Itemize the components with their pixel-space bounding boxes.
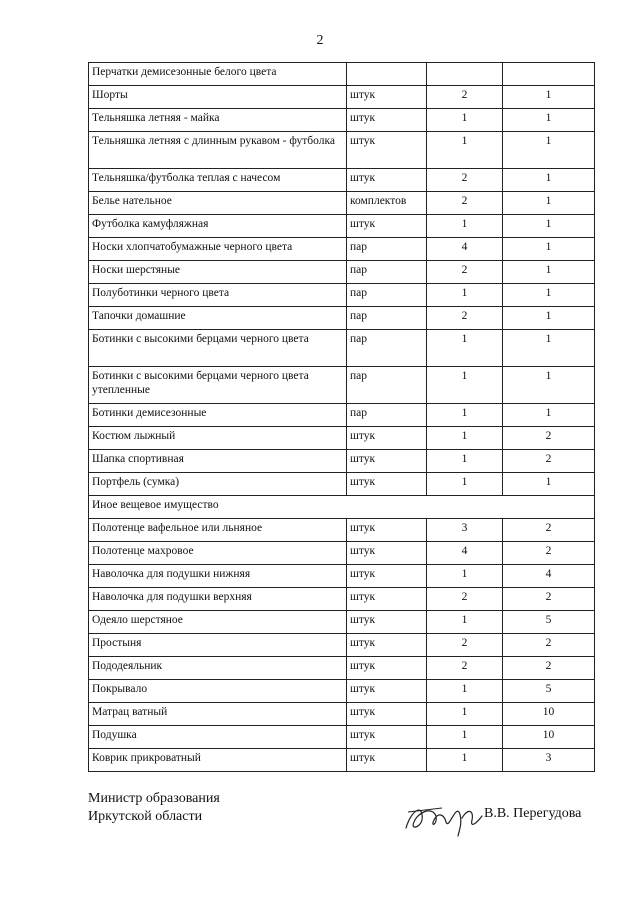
- item-unit: штук: [347, 519, 427, 542]
- item-unit: штук: [347, 109, 427, 132]
- item-unit: штук: [347, 86, 427, 109]
- item-name: Тельняшка летняя с длинным рукавом - футболка: [89, 132, 347, 169]
- item-qty-b: 1: [503, 192, 595, 215]
- item-name: Портфель (сумка): [89, 473, 347, 496]
- item-qty-a: [427, 63, 503, 86]
- item-unit: штук: [347, 749, 427, 772]
- signer-name: В.В. Перегудова: [484, 806, 582, 821]
- item-unit: штук: [347, 215, 427, 238]
- item-qty-a: 2: [427, 169, 503, 192]
- item-qty-a: 1: [427, 726, 503, 749]
- item-qty-a: 2: [427, 261, 503, 284]
- item-qty-b: 1: [503, 169, 595, 192]
- item-name: Пододеяльник: [89, 657, 347, 680]
- item-qty-b: 10: [503, 726, 595, 749]
- item-qty-a: 1: [427, 404, 503, 427]
- item-unit: штук: [347, 132, 427, 169]
- table-row: [89, 542, 595, 565]
- table-row: [89, 565, 595, 588]
- item-qty-b: 4: [503, 565, 595, 588]
- item-unit: пар: [347, 367, 427, 404]
- item-unit: штук: [347, 703, 427, 726]
- item-qty-a: 1: [427, 565, 503, 588]
- page-number: 2: [316, 33, 324, 48]
- section-title: Иное вещевое имущество: [89, 496, 595, 519]
- table-row: [89, 284, 595, 307]
- item-qty-a: 1: [427, 132, 503, 169]
- item-qty-a: 2: [427, 657, 503, 680]
- item-unit: штук: [347, 450, 427, 473]
- item-qty-a: 1: [427, 473, 503, 496]
- item-name: Ботинки демисезонные: [89, 404, 347, 427]
- item-name: Ботинки с высокими берцами черного цвета: [89, 330, 347, 367]
- signature-block: [88, 790, 220, 826]
- item-qty-a: 1: [427, 367, 503, 404]
- item-unit: штук: [347, 680, 427, 703]
- item-name: Носки шерстяные: [89, 261, 347, 284]
- item-qty-b: 2: [503, 542, 595, 565]
- item-name: Коврик прикроватный: [89, 749, 347, 772]
- table-row: [89, 634, 595, 657]
- section-row: [89, 496, 595, 519]
- item-qty-b: 1: [503, 86, 595, 109]
- table-row: [89, 680, 595, 703]
- item-qty-a: 1: [427, 330, 503, 367]
- item-qty-a: 2: [427, 634, 503, 657]
- item-qty-b: 1: [503, 404, 595, 427]
- table-row: [89, 588, 595, 611]
- item-unit: штук: [347, 473, 427, 496]
- table-row: [89, 473, 595, 496]
- table-row: [89, 238, 595, 261]
- item-name: Наволочка для подушки нижняя: [89, 565, 347, 588]
- item-name: Одеяло шерстяное: [89, 611, 347, 634]
- item-qty-a: 4: [427, 238, 503, 261]
- table-row: [89, 261, 595, 284]
- item-name: Белье нательное: [89, 192, 347, 215]
- table-row: [89, 330, 595, 367]
- item-qty-b: 1: [503, 238, 595, 261]
- item-qty-a: 1: [427, 427, 503, 450]
- signatory-position-line1: Министр образования: [88, 791, 220, 806]
- item-name: Покрывало: [89, 680, 347, 703]
- item-qty-a: 2: [427, 86, 503, 109]
- item-qty-b: 1: [503, 330, 595, 367]
- item-qty-b: 2: [503, 657, 595, 680]
- item-name: Тапочки домашние: [89, 307, 347, 330]
- table-row: [89, 169, 595, 192]
- item-qty-b: 2: [503, 588, 595, 611]
- item-unit: пар: [347, 284, 427, 307]
- item-name: Полотенце вафельное или льняное: [89, 519, 347, 542]
- item-unit: пар: [347, 261, 427, 284]
- table-row: [89, 215, 595, 238]
- item-unit: штук: [347, 611, 427, 634]
- item-qty-b: 1: [503, 109, 595, 132]
- item-qty-b: 2: [503, 519, 595, 542]
- table-row: [89, 726, 595, 749]
- item-unit: штук: [347, 169, 427, 192]
- table-row: [89, 703, 595, 726]
- item-unit: пар: [347, 404, 427, 427]
- item-qty-b: 3: [503, 749, 595, 772]
- table-row: [89, 519, 595, 542]
- signatory-position-line2: Иркутской области: [88, 809, 203, 824]
- item-qty-b: 2: [503, 427, 595, 450]
- table-row: [89, 427, 595, 450]
- item-qty-b: 1: [503, 215, 595, 238]
- item-name: Носки хлопчатобумажные черного цвета: [89, 238, 347, 261]
- item-name: Перчатки демисезонные белого цвета: [89, 63, 347, 86]
- item-unit: комплектов: [347, 192, 427, 215]
- item-qty-a: 1: [427, 109, 503, 132]
- item-unit: штук: [347, 588, 427, 611]
- item-unit: [347, 63, 427, 86]
- item-qty-a: 3: [427, 519, 503, 542]
- table-row: [89, 367, 595, 404]
- item-qty-a: 1: [427, 450, 503, 473]
- handwritten-signature: [402, 798, 492, 838]
- item-qty-b: 1: [503, 307, 595, 330]
- item-qty-b: 1: [503, 367, 595, 404]
- clothing-items-table: [88, 62, 595, 772]
- item-qty-a: 1: [427, 749, 503, 772]
- item-qty-a: 1: [427, 284, 503, 307]
- item-name: Ботинки с высокими берцами черного цвета утепленные: [89, 367, 347, 404]
- item-unit: штук: [347, 726, 427, 749]
- item-name: Матрац ватный: [89, 703, 347, 726]
- item-qty-a: 1: [427, 680, 503, 703]
- item-qty-a: 2: [427, 192, 503, 215]
- item-name: Простыня: [89, 634, 347, 657]
- item-qty-a: 1: [427, 703, 503, 726]
- item-name: Подушка: [89, 726, 347, 749]
- item-qty-b: 5: [503, 611, 595, 634]
- item-qty-a: 2: [427, 307, 503, 330]
- item-name: Шорты: [89, 86, 347, 109]
- item-qty-b: 1: [503, 284, 595, 307]
- item-unit: пар: [347, 330, 427, 367]
- item-name: Тельняшка летняя - майка: [89, 109, 347, 132]
- item-qty-b: [503, 63, 595, 86]
- table-row: [89, 307, 595, 330]
- item-name: Полуботинки черного цвета: [89, 284, 347, 307]
- item-unit: штук: [347, 427, 427, 450]
- table-row: [89, 63, 595, 86]
- table-row: [89, 749, 595, 772]
- item-qty-a: 4: [427, 542, 503, 565]
- item-name: Костюм лыжный: [89, 427, 347, 450]
- item-qty-a: 1: [427, 215, 503, 238]
- item-qty-b: 2: [503, 634, 595, 657]
- item-qty-a: 2: [427, 588, 503, 611]
- table-row: [89, 109, 595, 132]
- item-unit: пар: [347, 238, 427, 261]
- item-qty-b: 5: [503, 680, 595, 703]
- item-name: Футболка камуфляжная: [89, 215, 347, 238]
- table-row: [89, 657, 595, 680]
- item-qty-b: 1: [503, 473, 595, 496]
- item-qty-b: 1: [503, 261, 595, 284]
- table-row: [89, 132, 595, 169]
- item-unit: штук: [347, 542, 427, 565]
- item-unit: штук: [347, 565, 427, 588]
- item-name: Полотенце махровое: [89, 542, 347, 565]
- item-unit: штук: [347, 634, 427, 657]
- item-qty-b: 10: [503, 703, 595, 726]
- table-row: [89, 86, 595, 109]
- item-name: Наволочка для подушки верхняя: [89, 588, 347, 611]
- item-qty-b: 1: [503, 132, 595, 169]
- item-name: Шапка спортивная: [89, 450, 347, 473]
- item-unit: пар: [347, 307, 427, 330]
- table-row: [89, 404, 595, 427]
- item-qty-a: 1: [427, 611, 503, 634]
- table-row: [89, 611, 595, 634]
- item-qty-b: 2: [503, 450, 595, 473]
- item-unit: штук: [347, 657, 427, 680]
- item-name: Тельняшка/футболка теплая с начесом: [89, 169, 347, 192]
- table-row: [89, 450, 595, 473]
- table-row: [89, 192, 595, 215]
